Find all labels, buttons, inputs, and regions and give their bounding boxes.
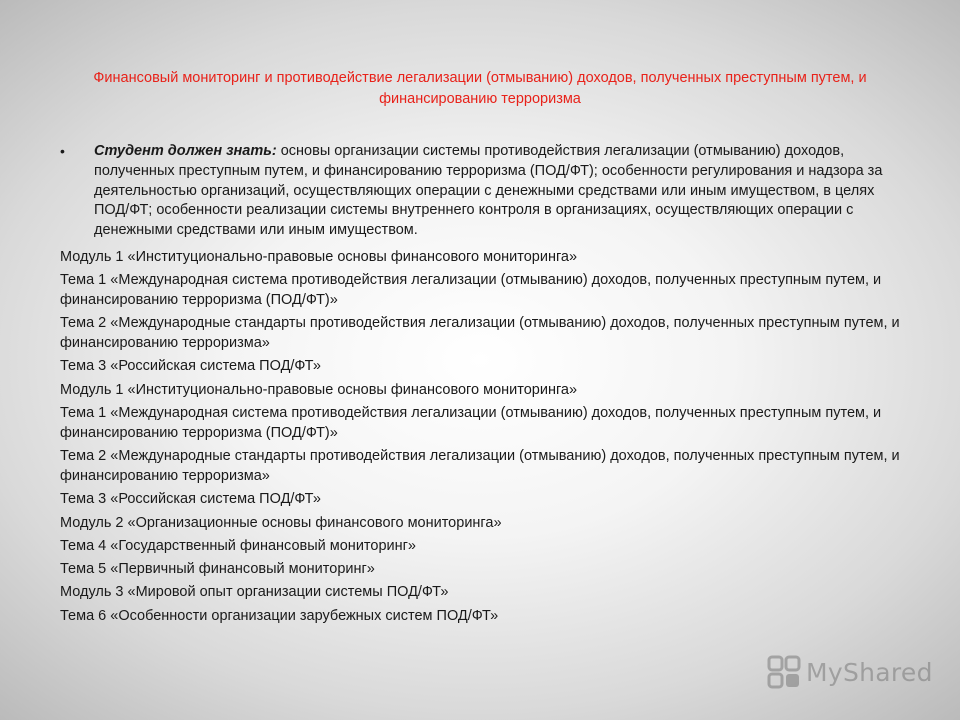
topic-line: Тема 1 «Международная система противодействия легализации (отмыванию) доходов, полученных преступным путем, и финансированию терроризма (ПОД/ФТ)»	[60, 405, 882, 441]
bullet-lead: Студент должен знать:	[94, 143, 277, 159]
watermark-text: MyShared	[806, 657, 933, 687]
bullet-paragraph	[60, 142, 910, 241]
topic-line: Тема 1 «Международная система противодействия легализации (отмыванию) доходов, полученных преступным путем, и финансированию терроризма (ПОД/ФТ)»	[60, 272, 882, 309]
topic-line: Тема 2 «Международные стандарты противодействия легализации (отмыванию) доходов, полученных преступным путем, и финансированию терроризма»	[60, 448, 900, 484]
topic-line: Тема 6 «Особенности организации зарубежных систем ПОД/ФТ»	[60, 607, 499, 624]
topic-line: Тема 2 «Международные стандарты противодействия легализации (отмыванию) доходов, полученных преступным путем, и финансированию терроризма»	[60, 315, 900, 352]
module-line: Модуль 1 «Институционально-правовые основы финансового мониторинга»	[60, 381, 578, 398]
topic-line: Тема 4 «Государственный финансовый мониторинг»	[60, 537, 416, 554]
myshared-logo-icon	[767, 655, 801, 689]
module-line: Модуль 2 «Организационные основы финансового мониторинга»	[60, 514, 502, 531]
slide-content	[60, 142, 910, 630]
topic-line: Тема 3 «Российская система ПОД/ФТ»	[60, 491, 321, 508]
slide-title: Финансовый мониторинг и противодействие легализации (отмыванию) доходов, полученных преступным путем, и финансированию терроризма	[93, 70, 867, 107]
module-line: Модуль 3 «Мировой опыт организации системы ПОД/ФТ»	[60, 584, 449, 601]
topic-line: Тема 3 «Российская система ПОД/ФТ»	[60, 358, 321, 375]
bullet-marker: •	[60, 143, 65, 159]
bullet-text: основы организации системы противодействия легализации (отмыванию) доходов, полученных преступным путем, и финансированию терроризма (ПОД/ФТ); особенности регулирования и надзора за деятельностью организаций, осуществляющих операции с денежными средствами или иным имуществом, в целях ПОД/ФТ; особенности реализации системы внутреннего контроля в организациях, осуществляющих операции с денежными средствами или иным имуществом.	[94, 143, 883, 239]
module-line: Модуль 1 «Институционально-правовые основы финансового мониторинга»	[60, 248, 578, 265]
watermark	[767, 655, 933, 689]
topic-line: Тема 5 «Первичный финансовый мониторинг»	[60, 561, 375, 578]
